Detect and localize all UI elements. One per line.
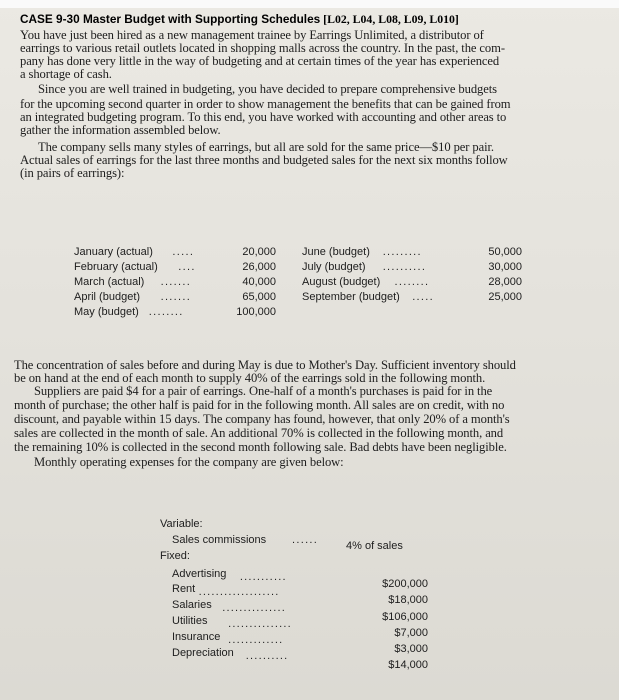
sales-units-value: 26,000 [242,261,276,273]
expense-label: Salaries [172,599,212,611]
leader-dots: .......... [382,261,427,273]
sales-units-value: 40,000 [242,276,276,288]
page-top-edge [0,0,619,8]
intro-line: a shortage of cash. [20,67,112,81]
intro-line: pany has done very little in the way of budgeting and at certain times of the year has experienced [20,54,500,68]
leader-dots: ......... [382,246,422,258]
leader-dots: .......... [245,650,289,662]
case-heading [20,12,459,27]
sales-units-value: 30,000 [488,261,522,273]
leader-dots: .... [178,261,196,273]
expense-value: $7,000 [394,627,428,639]
intro-line: Actual sales of earrings for the last three months and budgeted sales for the next six months follow [20,153,508,167]
body-line: The concentration of sales before and during May is due to Mother's Day. Sufficient inventory should [14,358,516,372]
sales-units-value: 20,000 [242,246,276,258]
sales-month-label: May (budget) [74,306,139,318]
expense-label: Sales commissions [172,534,267,546]
sales-month-label: January (actual) [74,246,153,258]
case-title: CASE 9-30 Master Budget with Supporting Schedules [20,12,321,26]
leader-dots: ................... [198,586,280,598]
expense-label: Insurance [172,631,221,643]
intro-line: earrings to various retail outlets located in shopping malls across the country. In the past, the com- [20,41,505,55]
expense-label: Utilities [172,615,208,627]
leader-dots: ............... [228,618,292,630]
fixed-heading: Fixed: [160,550,190,562]
expense-value: 4% of sales [346,540,403,552]
intro-line: gather the information assembled below. [20,123,221,137]
expense-label: Advertising [172,568,227,580]
leader-dots: ..... [412,291,434,303]
leader-dots: ............. [228,634,284,646]
sales-month-label: February (actual) [74,261,158,273]
expense-label: Rent [172,583,196,595]
sales-month-label: September (budget) [302,291,400,303]
sales-month-label: July (budget) [302,261,366,273]
intro-line: (in pairs of earrings): [20,166,125,180]
expense-value: $18,000 [388,594,428,606]
learning-objective-codes: [L02, L04, L08, L09, L010] [323,12,459,26]
intro-line: The company sells many styles of earrings, but all are sold for the same price—$10 per pair. [38,140,494,154]
sales-units-value: 100,000 [236,306,276,318]
intro-line: an integrated budgeting program. To this end, you have worked with accounting and other areas to [20,110,507,124]
variable-heading: Variable: [160,518,203,530]
leader-dots: ............... [222,602,287,614]
leader-dots: ..... [172,246,195,258]
body-line: the remaining 10% is collected in the second month following sale. Bad debts have been negligible. [14,440,507,454]
sales-month-label: August (budget) [302,276,381,288]
leader-dots: ....... [160,291,192,303]
expense-value: $200,000 [382,578,428,590]
body-line: discount, and payable within 15 days. The company has found, however, that only 20% of a month's [14,412,510,426]
expense-value: $14,000 [388,659,428,671]
expense-value: $3,000 [394,643,428,655]
sales-units-value: 65,000 [242,291,276,303]
expense-value: $106,000 [382,611,428,623]
leader-dots: ...... [292,534,319,546]
intro-line: for the upcoming second quarter in order to show management the benefits that can be gained from [20,97,511,111]
sales-units-value: 25,000 [488,291,522,303]
intro-line: You have just been hired as a new management trainee by Earrings Unlimited, a distributor of [20,28,484,42]
body-line: be on hand at the end of each month to supply 40% of the earrings sold in the following month. [14,371,486,385]
body-line: month of purchase; the other half is paid for in the following month. All sales are on credit, with no [14,398,505,412]
sales-units-value: 50,000 [488,246,522,258]
sales-month-label: March (actual) [74,276,145,288]
sales-month-label: April (budget) [74,291,141,303]
expense-label: Depreciation [172,647,234,659]
body-line: sales are collected in the month of sale. An additional 70% is collected in the following month, and [14,426,504,440]
body-line: Suppliers are paid $4 for a pair of earrings. One-half of a month's purchases is paid for in the [34,384,493,398]
leader-dots: ........ [394,276,430,288]
sales-month-label: June (budget) [302,246,370,258]
intro-line: Since you are well trained in budgeting, you have decided to prepare comprehensive budgets [38,82,497,96]
leader-dots: ........... [239,571,287,583]
body-line: Monthly operating expenses for the company are given below: [34,455,344,469]
leader-dots: ....... [160,276,192,288]
leader-dots: ........ [148,306,184,318]
sales-units-value: 28,000 [488,276,522,288]
